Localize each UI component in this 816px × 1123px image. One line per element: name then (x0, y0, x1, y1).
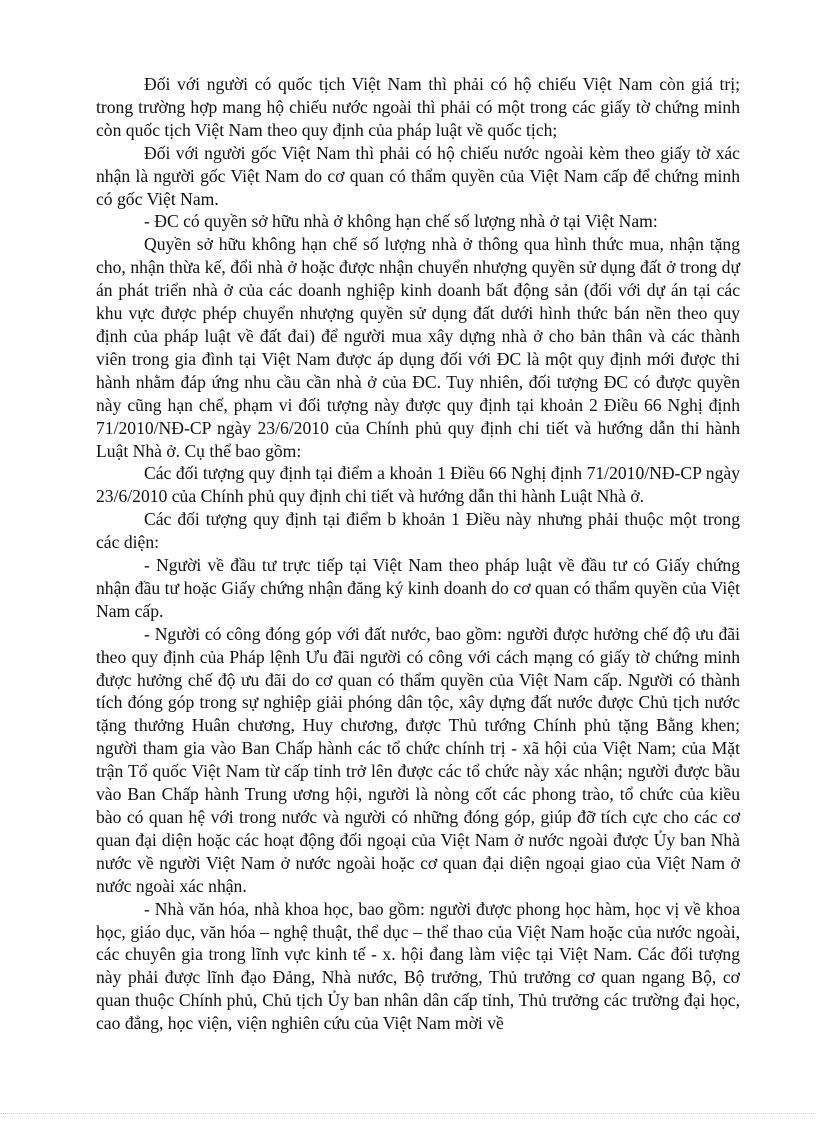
paragraph-direct-investors: - Người về đầu tư trực tiếp tại Việt Nam theo pháp luật về đầu tư có Giấy chứng nhận đầu tư hoặc Giấy chứng nhận đăng ký kinh doanh do cơ quan có thẩm quyền của Việt Nam cấp. (96, 555, 740, 621)
paragraph-passport-citizenship: Đối với người có quốc tịch Việt Nam thì phải có hộ chiếu Việt Nam còn giá trị; trong trường hợp mang hộ chiếu nước ngoài thì phải có một trong các giấy tờ chứng minh còn quốc tịch Việt Nam theo quy định của pháp luật về quốc tịch; (96, 74, 740, 140)
paragraph-contributors: - Người có công đóng góp với đất nước, bao gồm: người được hưởng chế độ ưu đãi theo quy định của Pháp lệnh Ưu đãi người có công với cách mạng có giấy tờ chứng minh được hưởng chế độ ưu đãi do cơ quan có thẩm quyền của Việt Nam cấp. Người có thành tích đóng góp trong sự nghiệp giải phóng dân tộc, xây dựng đất nước được Chủ tịch nước tặng thưởng Huân chương, Huy chương, được Thủ tướng Chính phủ tặng Bằng khen; người tham gia vào Ban Chấp hành các tổ chức chính trị - xã hội của Việt Nam; của Mặt trận Tổ quốc Việt Nam từ cấp tỉnh trở lên được các tổ chức này xác nhận; người được bầu vào Ban Chấp hành Trung ương hội, người là nòng cốt các phong trào, tổ chức của kiều bào có quan hệ với trong nước và người có những đóng góp, giúp đỡ tích cực cho các cơ quan đại diện hoặc các hoạt động đối ngoại của Việt Nam ở nước ngoài được Ủy ban Nhà nước về người Việt Nam ở nước ngoài hoặc cơ quan đại diện ngoại giao của Việt Nam ở nước ngoài xác nhận. (96, 623, 740, 896)
paragraph-point-a-subjects: Các đối tượng quy định tại điểm a khoản 1 Điều 66 Nghị định 71/2010/NĐ-CP ngày 23/6/2010 của Chính phủ quy định chi tiết và hướng dẫn thi hành Luật Nhà ở. (96, 463, 740, 507)
document-body (96, 73, 740, 1035)
paragraph-point-b-subjects: Các đối tượng quy định tại điểm b khoản 1 Điều này nhưng phải thuộc một trong các diện: (96, 509, 740, 553)
paragraph-unlimited-ownership-heading: - ĐC có quyền sở hữu nhà ở không hạn chế số lượng nhà ở tại Việt Nam: (144, 211, 658, 232)
paragraph-vietnamese-origin: Đối với người gốc Việt Nam thì phải có hộ chiếu nước ngoài kèm theo giấy tờ xác nhận là người gốc Việt Nam do cơ quan có thẩm quyền của Việt Nam cấp để chứng minh có gốc Việt Nam. (96, 142, 740, 209)
paragraph-cultural-scientists: - Nhà văn hóa, nhà khoa học, bao gồm: người được phong học hàm, học vị về khoa học, giáo dục, văn hóa – nghệ thuật, thể dục – thể thao của Việt Nam hoặc của nước ngoài, các chuyên gia trong lĩnh vực kinh tế - x. hội đang làm việc tại Việt Nam. Các đối tượng này phải được lĩnh đạo Đảng, Nhà nước, Bộ trưởng, Thủ trưởng cơ quan ngang Bộ, cơ quan thuộc Chính phủ, Chủ tịch Ủy ban nhân dân cấp tỉnh, Thủ trưởng các trường đại học, cao đẳng, học viện, viện nghiên cứu của Việt Nam mời về (96, 898, 740, 1034)
paragraph-ownership-rights: Quyền sở hữu không hạn chế số lượng nhà ở thông qua hình thức mua, nhận tặng cho, nhận thừa kế, đổi nhà ở hoặc được nhận chuyển nhượng quyền sử dụng đất ở trong dự án phát triển nhà ở của các doanh nghiệp kinh doanh bất động sản (đối với dự án tại các khu vực được phép chuyển nhượng quyền sử dụng đất dưới hình thức bán nền theo quy định của pháp luật về đất đai) để người mua xây dựng nhà ở cho bản thân và các thành viên trong gia đình tại Việt Nam được áp dụng đối với ĐC là một quy định mới được thi hành nhằm đáp ứng nhu cầu cần nhà ở của ĐC. Tuy nhiên, đối tượng ĐC có được quyền này cũng hạn chế, phạm vi đối tượng này được quy định tại khoản 2 Điều 66 Nghị định 71/2010/NĐ-CP ngày 23/6/2010 của Chính phủ quy định chi tiết và hướng dẫn thi hành Luật Nhà ở. Cụ thể bao gồm: (96, 234, 740, 461)
page-bottom-divider (0, 1113, 816, 1114)
